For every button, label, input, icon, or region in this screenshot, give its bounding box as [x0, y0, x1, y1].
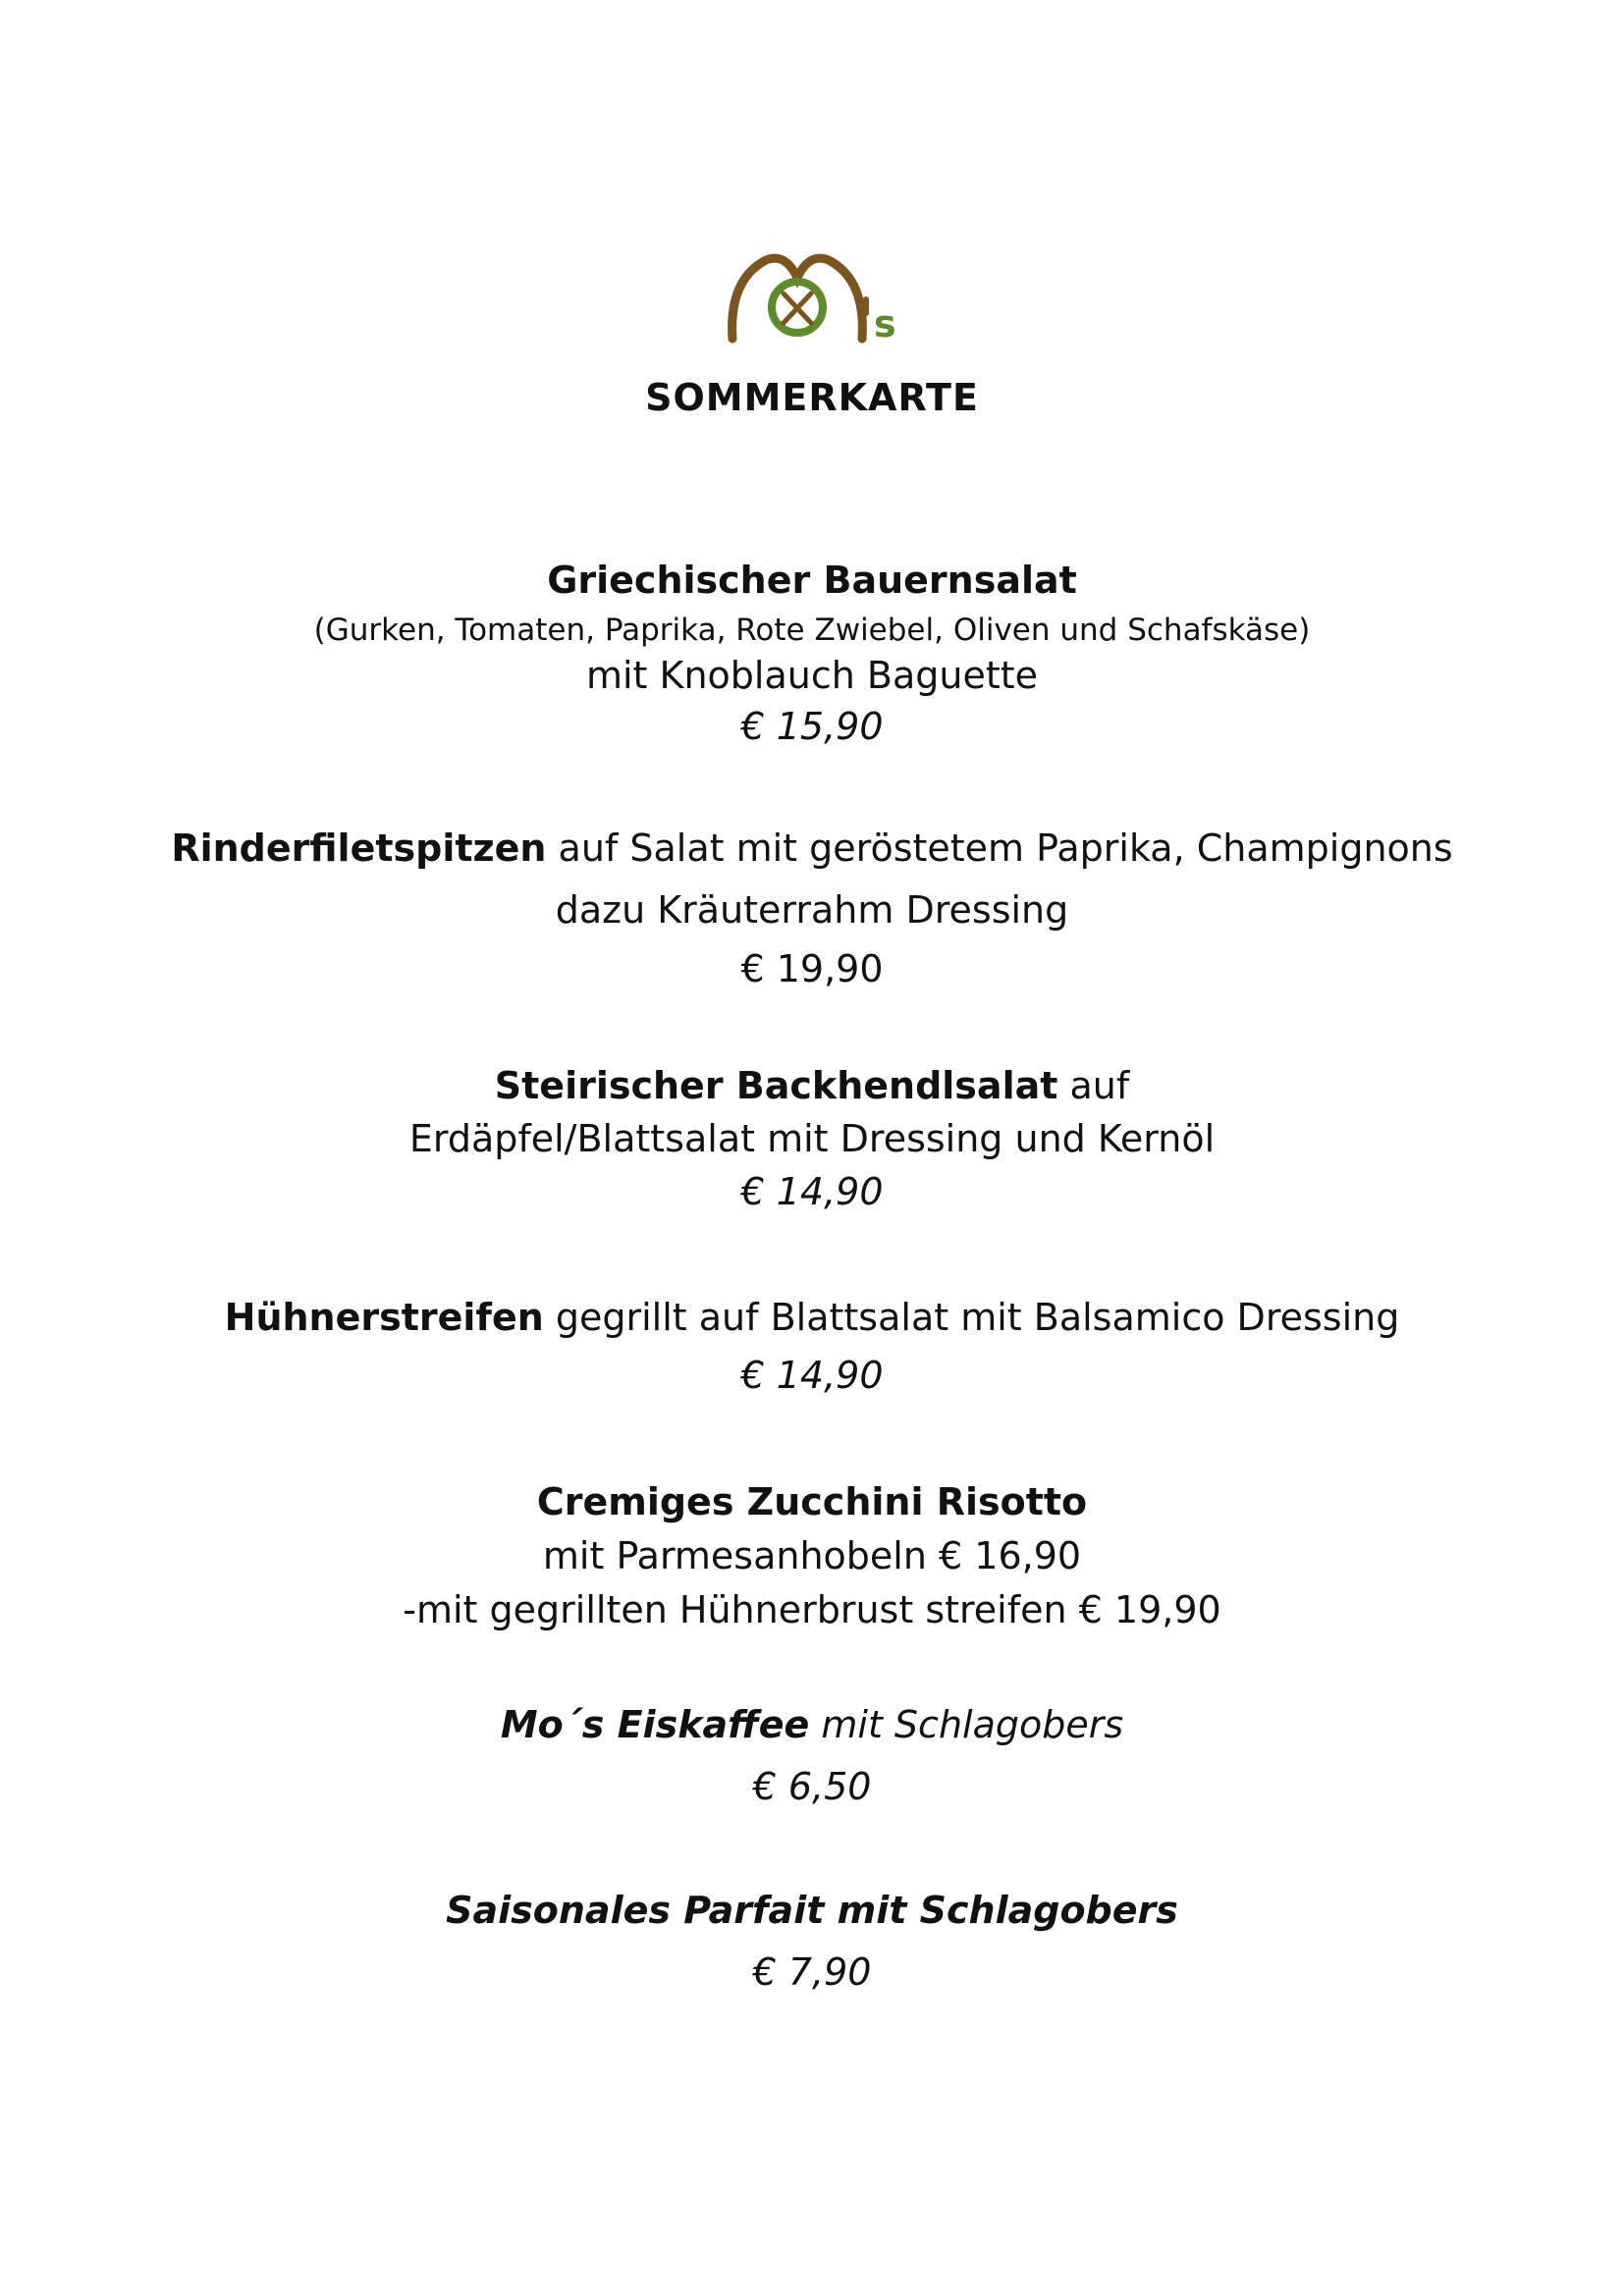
- item-desc: auf: [1057, 1064, 1130, 1107]
- item-option-1: mit Parmesanhobeln € 16,90: [542, 1534, 1082, 1577]
- item-name: Steirischer Backhendlsalat: [494, 1064, 1058, 1107]
- item-name: Griechischer Bauernsalat: [547, 559, 1077, 602]
- menu-item-line: [0, 1062, 1624, 1109]
- item-price: € 19,90: [740, 947, 884, 990]
- item-option-2: -mit gegrillten Hühnerbrust streifen € 19,90: [403, 1588, 1221, 1631]
- item-name: Hühnerstreifen: [224, 1296, 544, 1339]
- item-ingredients: (Gurken, Tomaten, Paprika, Rote Zwiebel, Oliven und Schafskäse): [313, 613, 1311, 648]
- item-desc-2: Erdäpfel/Blattsalat mit Dressing und Kernöl: [408, 1117, 1216, 1160]
- restaurant-logo: [727, 250, 899, 345]
- item-price: € 7,90: [752, 1950, 872, 1994]
- item-price: € 6,50: [752, 1765, 872, 1808]
- item-desc: mit Schlagobers: [809, 1703, 1124, 1746]
- item-name: Rinderfiletspitzen: [171, 827, 547, 870]
- menu-item-line: [0, 1701, 1624, 1748]
- item-desc: auf Salat mit geröstetem Paprika, Champignons: [546, 827, 1453, 870]
- item-name: Saisonales Parfait mit Schlagobers: [446, 1889, 1178, 1932]
- item-price: € 14,90: [740, 1354, 884, 1397]
- item-price: € 15,90: [740, 705, 884, 748]
- item-side: mit Knoblauch Baguette: [585, 654, 1039, 697]
- item-price: € 14,90: [740, 1170, 884, 1213]
- item-desc-2: dazu Kräuterrahm Dressing: [555, 888, 1069, 932]
- menu-item-line: [0, 1294, 1624, 1341]
- item-name: Cremiges Zucchini Risotto: [536, 1480, 1088, 1523]
- item-name: Mo´s Eiskaffee: [500, 1703, 810, 1746]
- svg-text:s: s: [874, 302, 896, 345]
- item-desc: gegrillt auf Blattsalat mit Balsamico Dressing: [543, 1296, 1400, 1339]
- page-title: SOMMERKARTE: [645, 376, 979, 419]
- menu-item-line: [0, 825, 1624, 872]
